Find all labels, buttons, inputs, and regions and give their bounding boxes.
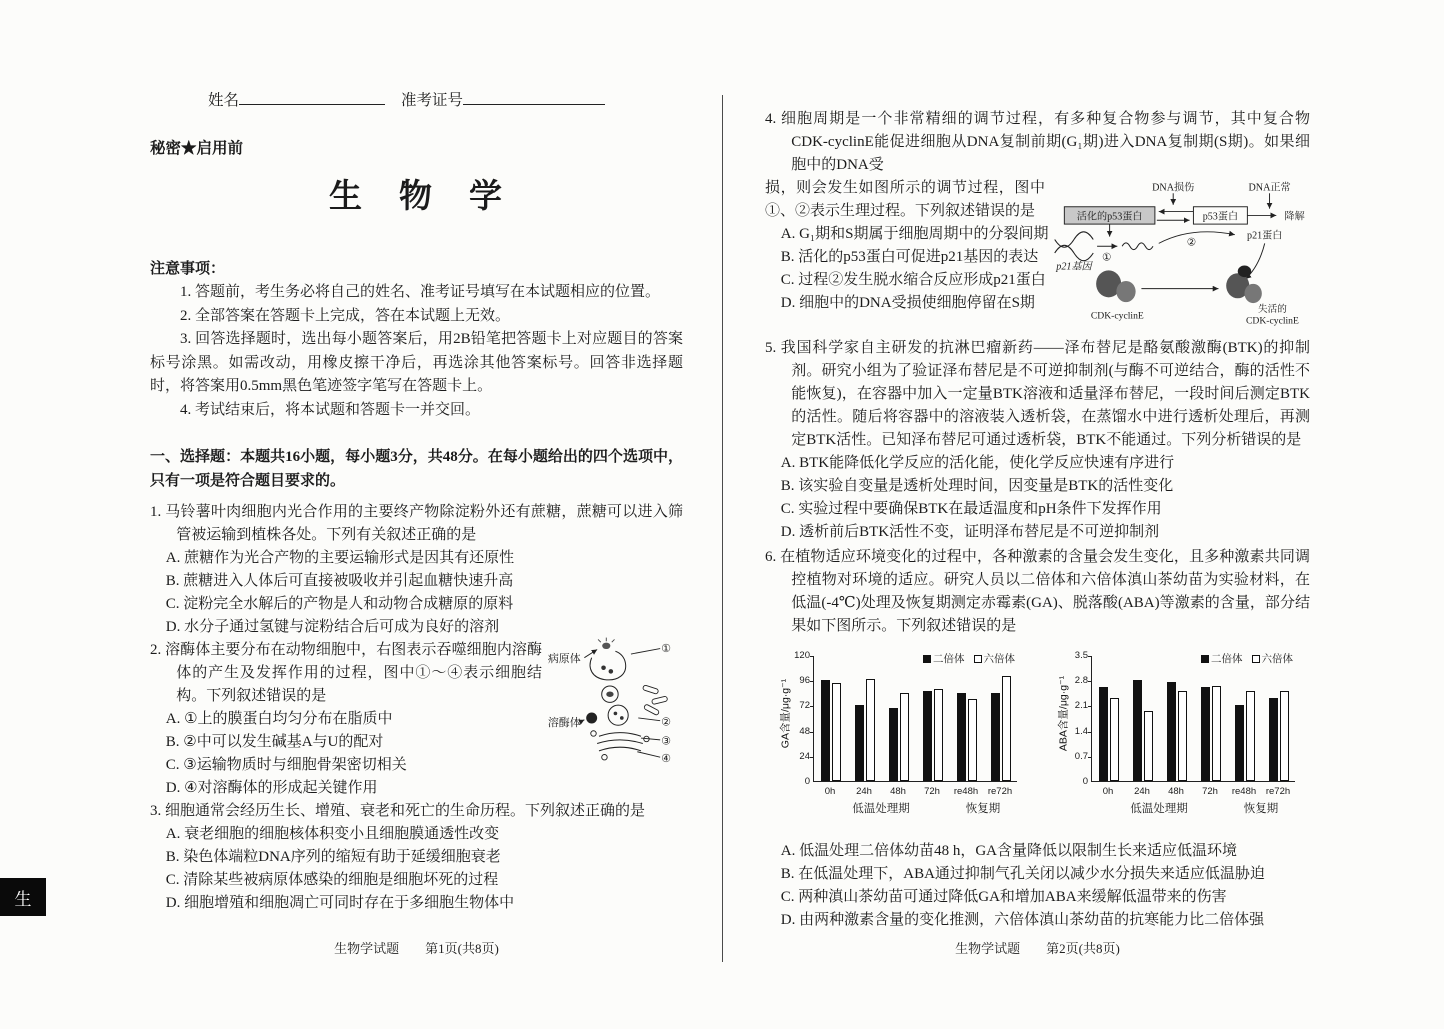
legend-label: 二倍体 <box>933 653 965 665</box>
lysosome-label: 溶酶体 <box>547 717 581 730</box>
bar-diploid-48h <box>1167 682 1176 781</box>
degrade-label: 降解 <box>1284 211 1305 223</box>
legend-item-diploid <box>923 653 965 665</box>
x-tick-label: re48h <box>953 786 979 797</box>
mark-2: ② <box>661 716 671 729</box>
y-tick-mark <box>810 681 814 682</box>
y-tick-label: 0.7 <box>1074 750 1088 762</box>
x-tick-label: 0h <box>1102 786 1114 797</box>
bar-hexaploid-72h <box>934 689 943 781</box>
q5-option-d: D. 透析前后BTK活性不变，证明泽布替尼是不可逆抑制剂 <box>780 524 1160 540</box>
q6-option-c: C. 两种滇山茶幼苗可通过降低GA和增加ABA来缓解低温带来的伤害 <box>780 889 1227 905</box>
q2-option-b: B. ②中可以发生碱基A与U的配对 <box>165 734 384 750</box>
mark-1: ① <box>661 643 671 656</box>
period-label: 恢复期 <box>965 803 1001 815</box>
y-tick-mark <box>1088 706 1092 707</box>
x-tick-label: re72h <box>987 786 1013 797</box>
name-ticket-row <box>208 90 683 111</box>
q5-option-c: C. 实验过程中要确保BTK在最适温度和pH条件下发挥作用 <box>780 501 1162 517</box>
cdk-cycline-label: CDK-cyclinE <box>1090 310 1144 322</box>
x-tick-label: 24h <box>856 786 872 797</box>
page-1-footer: 生物学试题 第1页(共8页) <box>334 941 499 956</box>
y-tick-mark <box>810 732 814 733</box>
y-tick-mark <box>810 656 814 657</box>
aba-plot-area <box>1074 650 1295 787</box>
legend-label: 六倍体 <box>983 653 1015 665</box>
q4-stem: 4. 细胞周期是一个非常精细的调节过程，有多种复合物参与调节，其中复合物CDK-cyclinE能促进细胞从DNA复制前期(G₁期)进入DNA复制期(S期)。如果细胞中的DNA受 <box>765 111 1310 173</box>
q2-option-d: D. ④对溶酶体的形成起关键作用 <box>165 780 378 796</box>
side-tab <box>0 878 46 916</box>
q1-option-b: B. 蔗糖进入人体后可直接被吸收并引起血糖快速升高 <box>165 573 514 589</box>
y-tick-mark <box>1088 681 1092 682</box>
inactive-label-line2: CDK-cyclinE <box>1245 315 1299 327</box>
q1-option-a: A. 蔗糖作为光合产物的主要运输形式是因其有还原性 <box>165 550 515 566</box>
x-tick-label: re48h <box>1231 786 1257 797</box>
bar-diploid-48h <box>889 708 898 782</box>
bar-hexaploid-re48h <box>1246 691 1255 781</box>
q1-stem: 1. 马铃薯叶肉细胞内光合作用的主要终产物除淀粉外还有蔗糖，蔗糖可以进入筛管被运输到植株各处。下列有关叙述正确的是 <box>150 504 683 543</box>
period-label: 低温处理期 <box>852 803 910 815</box>
ga-chart-legend <box>923 653 1015 665</box>
ga-plot-area <box>794 650 1017 787</box>
legend-label: 六倍体 <box>1261 653 1293 665</box>
y-tick-label: 3.5 <box>1074 650 1088 661</box>
q5-stem: 5. 我国科学家自主研发的抗淋巴瘤新药——泽布替尼是酪氨酸激酶(BTK)的抑制剂。研究小组为了验证泽布替尼是不可逆抑制剂(与酶不可逆结合，酶的活性不能恢复)，在容器中加入一定量BTK溶液和适量泽布替尼，一段时间后测定BTK的活性。随后将容器中的溶液装入透析袋，在蒸馏水中进行透析处理后，再测定BTK活性。已知泽布替尼可通过透析袋，BTK不能通过。下列分析错误的是 <box>765 340 1310 448</box>
question-4 <box>765 108 1310 329</box>
page-divider <box>722 95 723 962</box>
question-5 <box>765 337 1310 544</box>
legend-swatch-hexaploid <box>974 655 982 663</box>
y-tick-mark <box>1088 757 1092 758</box>
legend-swatch-hexaploid <box>1252 655 1260 663</box>
name-label: 姓名 <box>208 92 240 109</box>
legend-item-diploid <box>1201 653 1243 665</box>
q6-stem: 6. 在植物适应环境变化的过程中，各种激素的含量会发生变化，且多种激素共同调控植物对环境的适应。研究人员以二倍体和六倍体滇山茶幼苗为实验材料，在低温(-4℃)处理及恢复期测定赤霉素(GA)、脱落酸(ABA)等激素的含量，部分结果如下图所示。下列叙述错误的是 <box>765 549 1310 634</box>
bar-diploid-0h <box>821 680 830 781</box>
q3-stem: 3. 细胞通常会经历生长、增殖、衰老和死亡的生命历程。下列叙述正确的是 <box>150 803 646 819</box>
side-tab-label: 生 <box>14 889 32 909</box>
question-6 <box>765 546 1310 932</box>
ga-bar-chart <box>775 644 1023 836</box>
notes-heading: 注意事项： <box>150 261 226 277</box>
bar-diploid-24h <box>855 705 864 781</box>
note-item: 4. 考试结束后，将本试题和答题卡一并交回。 <box>180 401 481 418</box>
step-2-label: ② <box>1186 237 1197 249</box>
inactive-label-line1: 失活的 <box>1257 303 1287 315</box>
bar-hexaploid-re72h <box>1280 691 1289 781</box>
x-tick-label: 48h <box>1168 786 1184 797</box>
note-item: 3. 回答选择题时，选出每小题答案后，用2B铅笔把答题卡上对应题目的答案标号涂黑。如需改动，用橡皮擦干净后，再选涂其他答案标号。回答非选择题时，将答案用0.5mm黑色笔迹签字笔写在答题卡上。 <box>150 331 683 394</box>
legend-item-hexaploid <box>974 653 1016 665</box>
bar-diploid-re72h <box>1269 698 1278 781</box>
bar-hexaploid-re72h <box>1002 676 1011 781</box>
bar-hexaploid-re48h <box>968 699 977 781</box>
aba-y-axis-label: ABA含量/μg·g⁻¹ <box>1057 675 1070 752</box>
aba-x-tick-labels <box>1091 786 1295 799</box>
name-underline <box>239 90 385 105</box>
aba-bar-chart <box>1053 644 1301 836</box>
q6-charts <box>775 644 1310 840</box>
x-tick-label: 24h <box>1134 786 1150 797</box>
q2-stem: 2. 溶酶体主要分布在动物细胞中，右图表示吞噬细胞内溶酶体的产生及发挥作用的过程，图中①～④表示细胞结构。下列叙述错误的是 <box>150 642 542 704</box>
paper-title: 生 物 学 <box>329 179 504 215</box>
q6-option-a: A. 低温处理二倍体幼苗48 h，GA含量降低以限制生长来适应低温环境 <box>780 843 1238 859</box>
bar-diploid-72h <box>1201 687 1210 781</box>
legend-label: 二倍体 <box>1211 653 1243 665</box>
bar-diploid-re72h <box>991 693 1000 781</box>
y-tick-label: 72 <box>799 700 810 712</box>
page-2-footer: 生物学试题 第2页(共8页) <box>955 941 1120 956</box>
x-tick-label: re72h <box>1265 786 1291 797</box>
bar-hexaploid-0h <box>832 683 841 781</box>
y-tick-label: 24 <box>799 750 810 762</box>
question-1 <box>150 501 683 639</box>
y-tick-mark <box>1088 656 1092 657</box>
ticket-underline <box>463 90 605 105</box>
q1-option-c: C. 淀粉完全水解后的产物是人和动物合成糖原的原料 <box>165 596 514 612</box>
legend-swatch-diploid <box>923 655 931 663</box>
ga-x-tick-labels <box>813 786 1017 799</box>
bar-hexaploid-0h <box>1110 698 1119 781</box>
q2-figure-lysosome-diagram <box>546 631 683 783</box>
bar-hexaploid-24h <box>1144 711 1153 781</box>
page-1 <box>150 90 683 915</box>
ga-y-axis-label: GA含量/μg·g⁻¹ <box>779 678 792 749</box>
ga-period-labels <box>813 802 1017 816</box>
dna-normal-label: DNA正常 <box>1248 182 1291 194</box>
bar-diploid-72h <box>923 691 932 781</box>
aba-period-labels <box>1091 802 1295 816</box>
mark-3: ③ <box>661 735 671 748</box>
question-2 <box>150 639 683 800</box>
y-tick-label: 0 <box>1082 776 1088 787</box>
q3-option-d: D. 细胞增殖和细胞凋亡可同时存在于多细胞生物体中 <box>165 895 515 911</box>
q3-option-b: B. 染色体端粒DNA序列的缩短有助于延缓细胞衰老 <box>165 849 501 865</box>
step-1-label: ① <box>1101 252 1112 264</box>
q5-option-b: B. 该实验自变量是透析处理时间，因变量是BTK的活性变化 <box>780 478 1174 494</box>
note-item: 1. 答题前，考生务必将自己的姓名、准考证号填写在本试题相应的位置。 <box>180 284 661 300</box>
q3-option-c: C. 清除某些被病原体感染的细胞是细胞坏死的过程 <box>165 872 499 888</box>
q6-option-b: B. 在低温处理下，ABA通过抑制气孔关闭以减少水分损失来适应低温胁迫 <box>780 866 1265 882</box>
q4-option-c: C. 过程②发生脱水缩合反应形成p21蛋白 <box>780 272 1046 288</box>
q4-option-b: B. 活化的p53蛋白可促进p21基因的表达 <box>780 249 1039 265</box>
aba-chart-legend <box>1201 653 1293 665</box>
y-tick-mark <box>1088 732 1092 733</box>
q2-option-c: C. ③运输物质时与细胞骨架密切相关 <box>165 757 407 773</box>
page-2 <box>765 108 1310 932</box>
q4-stem-continued: 损，则会发生如图所示的调节过程，图中①、②表示生理过程。下列叙述错误的是 <box>765 180 1045 219</box>
q4-option-a: A. G₁期和S期属于细胞周期中的分裂间期 <box>780 226 1049 242</box>
question-3 <box>150 800 683 915</box>
pathogen-label: 病原体 <box>547 653 581 666</box>
x-tick-label: 0h <box>824 786 836 797</box>
period-label: 恢复期 <box>1243 803 1279 815</box>
y-tick-label: 96 <box>799 675 810 687</box>
bar-diploid-24h <box>1133 680 1142 781</box>
y-tick-label: 1.4 <box>1074 725 1088 737</box>
dna-damage-label: DNA损伤 <box>1152 182 1195 194</box>
q2-option-a: A. ①上的膜蛋白均匀分布在脂质中 <box>165 711 393 727</box>
note-item: 2. 全部答案在答题卡上完成，答在本试题上无效。 <box>180 307 511 324</box>
p21-protein-label: p21蛋白 <box>1247 230 1283 242</box>
y-tick-label: 120 <box>794 650 810 661</box>
q4-option-d: D. 细胞中的DNA受损使细胞停留在S期 <box>780 295 1035 311</box>
bar-diploid-0h <box>1099 687 1108 781</box>
x-tick-label: 48h <box>890 786 906 797</box>
q5-option-a: A. BTK能降低化学反应的活化能，使化学反应快速有序进行 <box>780 455 1175 471</box>
q6-option-d: D. 由两种激素含量的变化推测，六倍体滇山茶幼苗的抗寒能力比二倍体强 <box>780 912 1265 928</box>
y-tick-label: 0 <box>804 776 810 787</box>
mark-4: ④ <box>661 752 671 765</box>
y-tick-label: 2.1 <box>1074 700 1088 712</box>
bar-diploid-re48h <box>957 693 966 781</box>
ticket-label: 准考证号 <box>401 92 464 109</box>
activated-p53-box-label: 活化的p53蛋白 <box>1076 211 1143 223</box>
q4-figure-p53-pathway-diagram <box>1047 177 1310 329</box>
bar-hexaploid-48h <box>1178 691 1187 781</box>
y-tick-label: 48 <box>799 725 810 737</box>
secret-notice: 秘密★启用前 <box>150 140 244 157</box>
x-tick-label: 72h <box>924 786 940 797</box>
bar-hexaploid-24h <box>866 679 875 781</box>
section-heading: 一、选择题：本题共16小题，每小题3分，共48分。在每小题给出的四个选项中，只有一项是符合题目要求的。 <box>150 449 683 489</box>
bar-hexaploid-72h <box>1212 686 1221 781</box>
y-tick-mark <box>810 757 814 758</box>
x-tick-label: 72h <box>1202 786 1218 797</box>
bar-diploid-re48h <box>1235 705 1244 781</box>
q3-option-a: A. 衰老细胞的细胞核体积变小且细胞膜通透性改变 <box>165 826 500 842</box>
p21-gene-label: p21基因 <box>1056 261 1092 273</box>
period-label: 低温处理期 <box>1130 803 1188 815</box>
p53-box-label: p53蛋白 <box>1202 211 1239 223</box>
q1-option-d: D. 水分子通过氢键与淀粉结合后可成为良好的溶剂 <box>165 619 500 635</box>
bar-hexaploid-48h <box>900 693 909 781</box>
y-tick-label: 2.8 <box>1074 675 1088 687</box>
legend-swatch-diploid <box>1201 655 1209 663</box>
legend-item-hexaploid <box>1252 653 1294 665</box>
y-tick-mark <box>810 706 814 707</box>
